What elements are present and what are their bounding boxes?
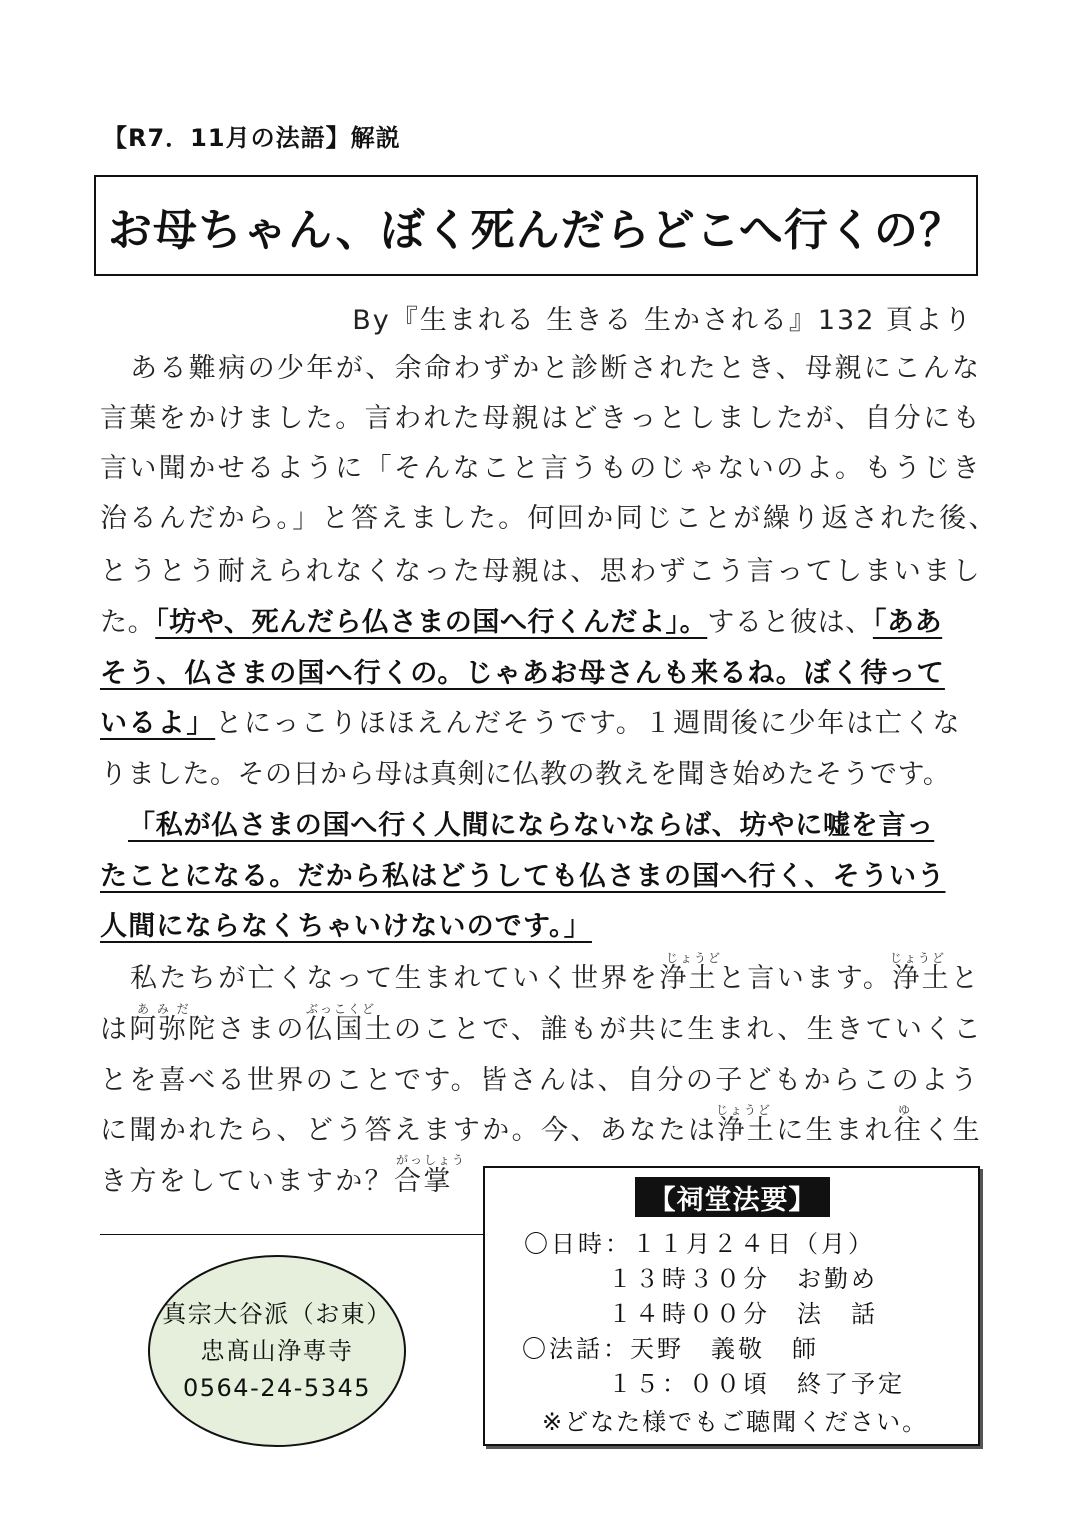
body-line: とを喜べる世界のことです。皆さんは、自分の子どもからこのよう [100,1065,980,1096]
ruby-annotation: あ み だ [137,1002,191,1016]
event-time: １４時００分 法 話 [608,1300,878,1328]
body-line: ある難病の少年が、余命わずかと診断されたとき、母親にこんな [130,353,982,384]
body-line: に聞かれたら、どう答えますか。今、あなたは浄土に生まれ往く生 [100,1115,982,1146]
body-line: りました。その日から母は真剣に仏教の教えを聞き始めたそうです。 [100,759,951,790]
temple-sect: 真宗大谷派（お東） [162,1299,392,1328]
body-line [100,704,961,744]
quote-mother-line: たことになる。だから私はどうしても仏さまの国へ行く、そういう [100,861,946,892]
quote-boy-start: 「ああ [872,607,943,638]
ruby-annotation: ゆ [898,1103,913,1117]
ruby-annotation: ぶっこくど [306,1002,377,1016]
quote-boy-end: いるよ」 [100,708,216,739]
quote-mother-line: 「私が仏さまの国へ行く人間にならないならば、坊やに嘘を言っ [128,810,935,841]
body-line: は阿弥陀さまの仏国土のことで、誰もが共に生まれ、生きていくこ [100,1014,984,1045]
body-line: 私たちが亡くなって生まれていく世界を浄土と言います。浄土と [130,963,981,994]
body-line: 治るんだから。」と答えました。何回か同じことが繰り返された後、 [100,503,998,534]
title-box [94,175,978,276]
quote-boy-mother: 「坊や、死んだら仏さまの国へ行くんだよ」。 [155,607,708,638]
header-label: 【R7．11月の法語】解説 [103,124,401,152]
event-note: ※どなた様でもご聴聞ください。 [542,1408,929,1436]
body-line: 言葉をかけました。言われた母親はどきっとしましたが、自分にも [100,403,982,434]
body-line [100,603,942,643]
event-date: 〇日時：１１月２４日（月） [524,1230,875,1258]
body-line: き方をしていますか？合掌 [100,1166,453,1197]
event-end: １５：００頃 終了予定 [608,1370,905,1398]
event-box [483,1166,980,1446]
divider [100,1234,484,1235]
body-text: すると彼は、 [707,607,873,638]
body-line: とうとう耐えられなくなった母親は、思わずこう言ってしまいまし [100,556,982,587]
body-text: とにっこりほほえんだそうです。１週間後に少年は亡くな [215,708,962,739]
event-speaker: 〇法話：天野 義敬 師 [522,1335,819,1363]
temple-phone: 0564-24-5345 [182,1373,371,1402]
event-title: 【祠堂法要】 [635,1177,830,1217]
body-line: 言い聞かせるように「そんなこと言うものじゃないのよ。もうじき [100,453,982,484]
ruby-annotation: がっしょう [396,1153,467,1167]
quote-boy-line: そう、仏さまの国へ行くの。じゃあお母さんも来るね。ぼく待って [100,658,945,689]
ruby-annotation: じょうど [666,951,723,965]
event-time: １３時３０分 お勤め [608,1265,878,1293]
quote-mother-line: 人間にならなくちゃいけないのです。」 [100,911,592,942]
ruby-annotation: じょうど [890,951,947,965]
page-title: お母ちゃん、ぼく死んだらどこへ行くの？ [108,204,964,256]
ruby-annotation: じょうど [716,1103,773,1117]
body-text: た。 [100,607,156,638]
source-citation: By『生まれる 生きる 生かされる』132 頁より [352,305,973,336]
temple-info [148,1255,406,1447]
temple-name: 忠髙山浄専寺 [200,1336,354,1365]
